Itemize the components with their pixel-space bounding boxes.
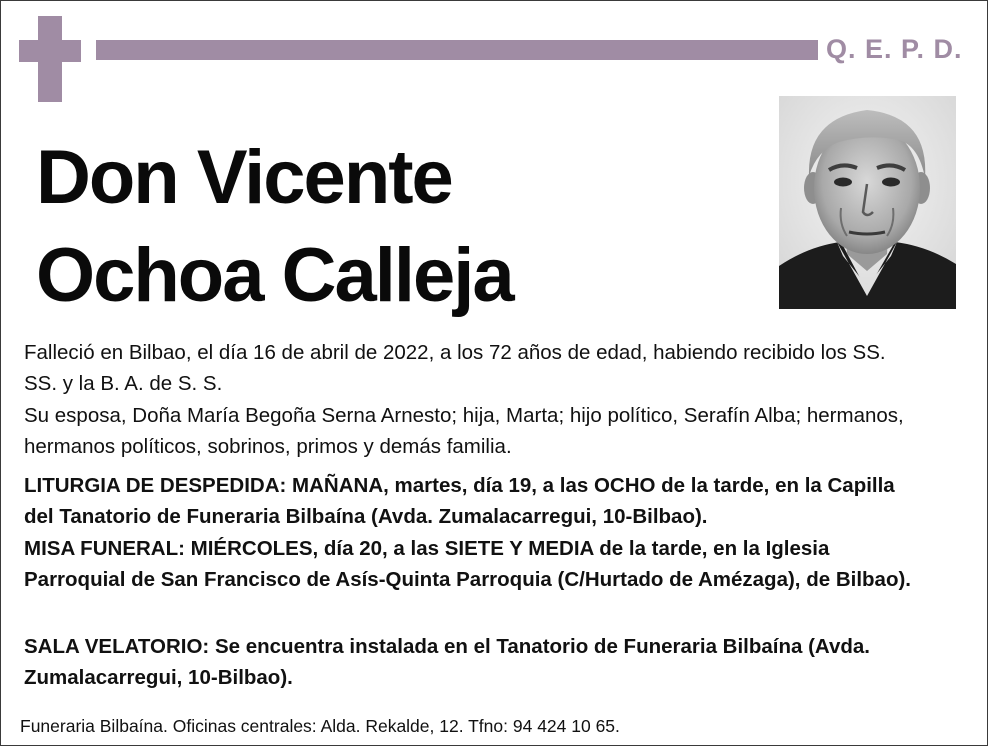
funeral-home-footer: Funeraria Bilbaína. Oficinas centrales: Alda. Rekalde, 12. Tfno: 94 424 10 65. <box>20 716 620 736</box>
deceased-name-line-2: Ochoa Calleja <box>36 233 513 318</box>
portrait-image <box>779 96 956 309</box>
header-divider-bar <box>96 40 818 60</box>
wake-room-paragraph: SALA VELATORIO: Se encuentra instalada en el Tanatorio de Funeraria Bilbaína (Avda. Zumalacarregui, 10-Bilbao). <box>24 635 870 689</box>
qepd-label: Q. E. P. D. <box>826 34 963 64</box>
death-notice-paragraph: Falleció en Bilbao, el día 16 de abril de 2022, a los 72 años de edad, habiendo recibido los SS. SS. y la B. A. de S. S. <box>24 341 886 395</box>
portrait-photo <box>779 96 956 309</box>
funeral-mass-paragraph: MISA FUNERAL: MIÉRCOLES, día 20, a las SIETE Y MEDIA de la tarde, en la Iglesia Parroquial de San Francisco de Asís-Quinta Parroquia (C/Hurtado de Amézaga), de Bilbao). <box>24 537 911 591</box>
family-paragraph: Su esposa, Doña María Begoña Serna Arnesto; hija, Marta; hijo político, Serafín Alba; hermanos, hermanos políticos, sobrinos, primos y demás familia. <box>24 404 904 458</box>
liturgy-paragraph: LITURGIA DE DESPEDIDA: MAÑANA, martes, día 19, a las OCHO de la tarde, en la Capilla del Tanatorio de Funeraria Bilbaína (Avda. Zumalacarregui, 10-Bilbao). <box>24 474 895 528</box>
deceased-name-line-1: Don Vicente <box>36 135 452 220</box>
cross-horizontal-bar <box>19 40 81 62</box>
